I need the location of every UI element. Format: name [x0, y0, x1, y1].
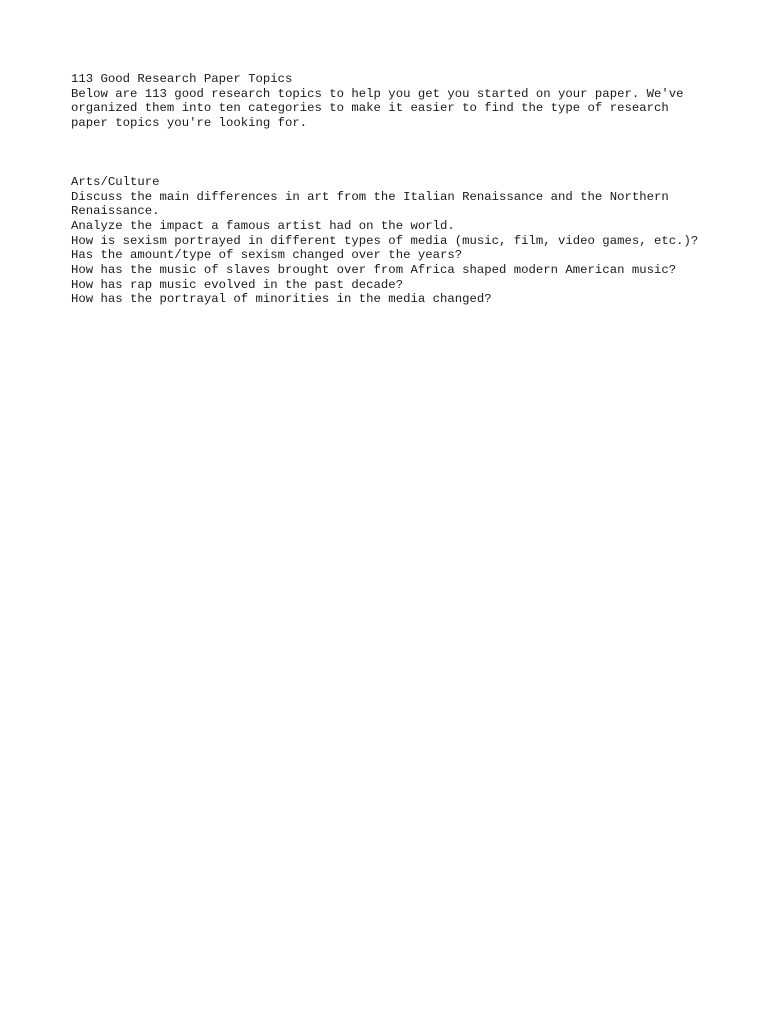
topic-item: Analyze the impact a famous artist had on the world.: [71, 218, 455, 233]
document-page: [71, 72, 711, 307]
section-heading: Arts/Culture: [71, 174, 160, 189]
topic-item: How has rap music evolved in the past decade?: [71, 277, 404, 292]
topic-item: Discuss the main differences in art from the Italian Renaissance and the Northern Renaissance.: [71, 189, 677, 219]
topic-item: How is sexism portrayed in different types of media (music, film, video games, etc.)? Has the amount/type of sexism changed over the years?: [71, 233, 706, 263]
document-intro: Below are 113 good research topics to help you get you started on your paper. We've organized them into ten categories to make it easier to find the type of research paper topics you're looking for.: [71, 86, 691, 131]
topic-item: How has the portrayal of minorities in the media changed?: [71, 292, 492, 307]
topic-item: How has the music of slaves brought over from Africa shaped modern American music?: [71, 263, 677, 278]
section-spacer: [71, 131, 711, 175]
document-title: 113 Good Research Paper Topics: [71, 72, 293, 86]
section-arts-culture: [71, 175, 711, 307]
